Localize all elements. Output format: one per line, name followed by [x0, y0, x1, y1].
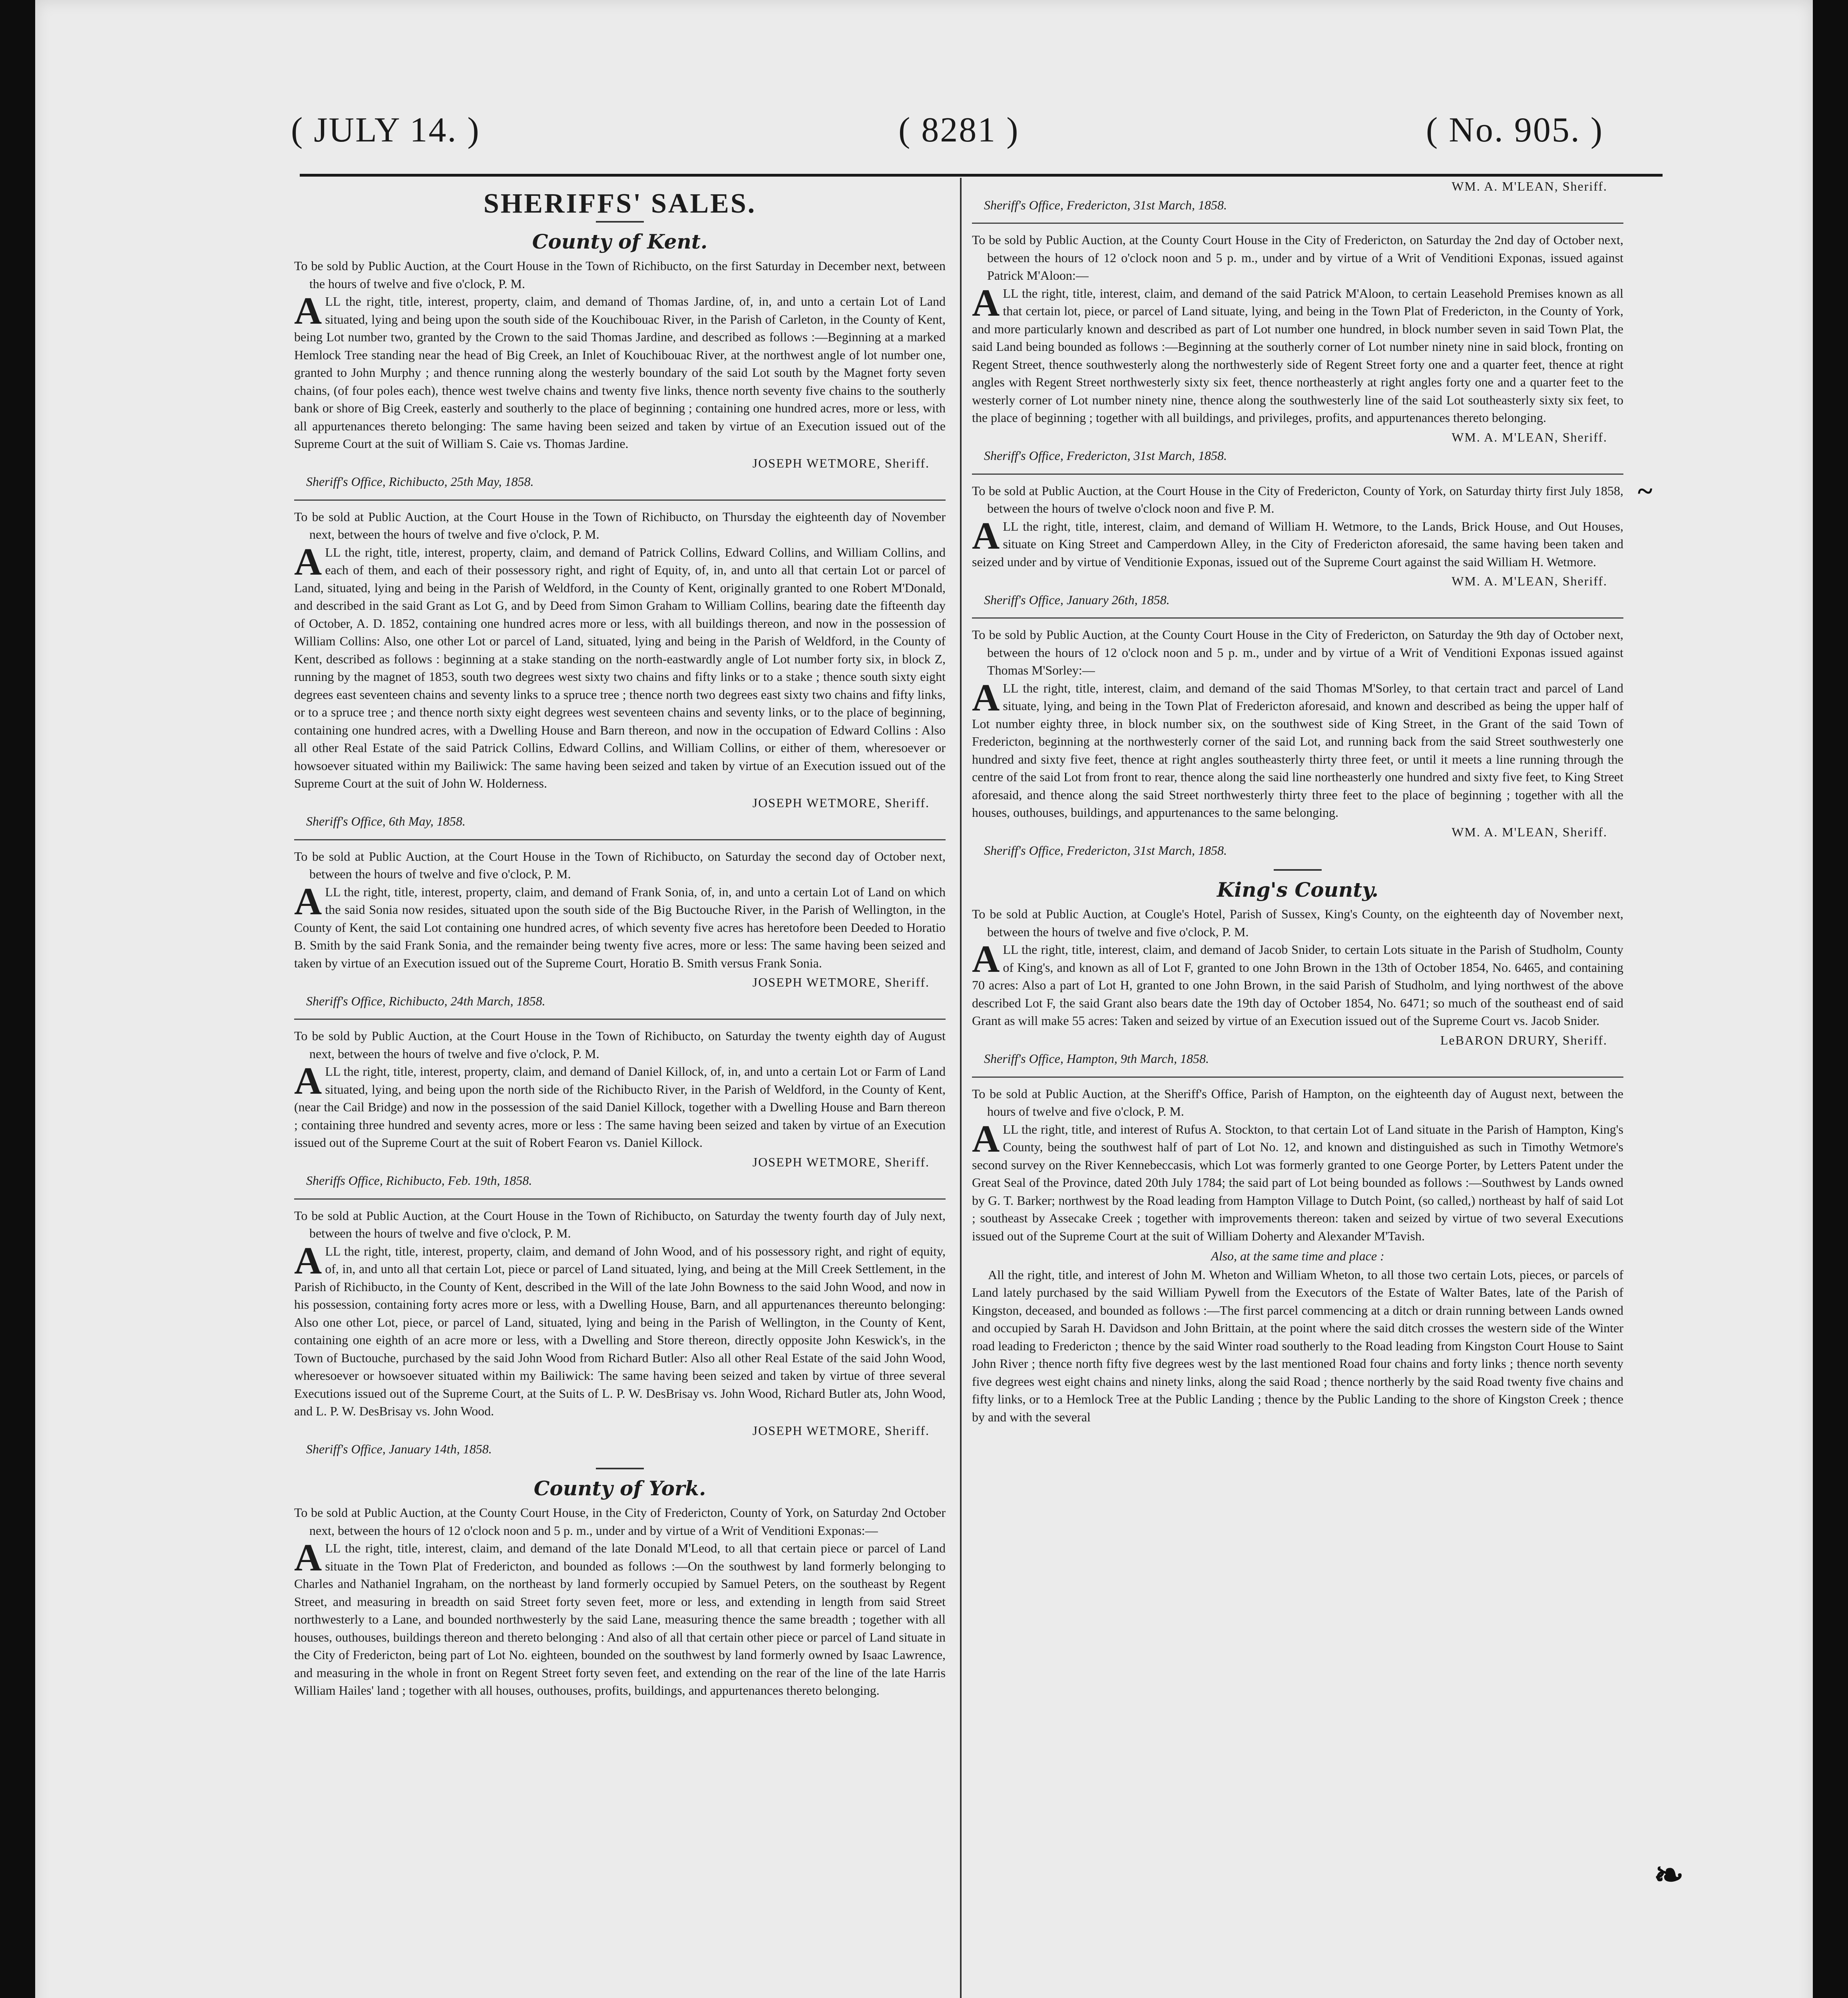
- header-page-number: ( 8281 ): [898, 111, 1020, 149]
- margin-ink-mark: ~: [1638, 476, 1653, 507]
- sale-body: LL the right, title, interest, claim, and demand of the late Donald M'Leod, to all that certain piece or parcel of Land situate in the Town Plat of Fredericton, and bounded as follows :—On the southwest by land formerly belonging to Charles and Nathaniel Ingraham, on the northeast by land formerly occupied by Samuel Peters, on the southeast by Regent Street, and measuring in breadth on said Street forty seven feet, more or less, and extending in length from said Street northwesterly to a Lane, and bounded northwesterly by the said Lane, measuring thence the same breadth ; together with all houses, outhouses, buildings thereon and thereto belonging : And also of all that certain other piece or parcel of Land situate in the City of Fredericton, being part of Lot No. eighteen, bounded on the southwest by land formerly owned by Isaac Lawrence, and measuring in the whole in front on Regent Street forty seven feet, and extending on the rear of the line of the late Harris William Hailes' land ; together with all houses, outhouses, profits, buildings, and appurtenances thereto belonging.: [294, 1541, 946, 1698]
- title-rule: [596, 221, 644, 223]
- sheriff-signature: JOSEPH WETMORE, Sheriff.: [752, 795, 930, 810]
- drop-cap: A: [294, 289, 322, 332]
- sheriff-office-date: Sheriff's Office, Fredericton, 31st March, 1858.: [984, 448, 1227, 463]
- sheriff-office-date: Sheriff's Office, January 14th, 1858.: [306, 1442, 492, 1456]
- notice-divider: [294, 500, 946, 501]
- drop-cap: A: [972, 676, 1000, 719]
- sale-body: LL the right, title, and interest of Rufus A. Stockton, to that certain Lot of Land situate in the Parish of Hampton, King's County, being the southwest half of part of Lot No. 12, and known and distinguished as such in Timothy Wetmore's second survey on the River Kennebeccasis, which Lot was formerly granted to one George Porter, by Letters Patent under the Great Seal of the Province, dated 20th July 1784; the said part of Lot being bounded as follows :—Southwest by Lands owned by G. T. Barker; northwest by the Road leading from Hampton Village to Dutch Point, (so called,) northeast by half of said Lot ; southeast by Assecake Creek ; together with improvements thereon: taken and seized by virtue of two several Executions issued out of the Supreme Court at the suit of William Doherty and Alexander M'Tavish.: [972, 1122, 1623, 1243]
- sale-notice: [972, 905, 1623, 1068]
- drop-cap: A: [294, 1059, 322, 1102]
- also-body: All the right, title, and interest of John M. Wheton and William Wheton, to all those two certain Lots, pieces, or parcels of Land lately purchased by the said William Pywell from the Executors of the Estate of Walter Bates, late of the Parish of Kingston, deceased, and bounded as follows :—The first parcel commencing at a ditch or drain running between Lands owned and occupied by Sarah H. Davidson and John Brittain, at the point where the said ditch crosses the western side of the Winter road leading to Fredericton ; thence by the said Winter road southerly to the Road leading from Kingston Court House to Saint John River ; thence north fifty five degrees west by the last mentioned Road four chains and forty links ; thence north seventy five degrees west eight chains and ninety links, along the said Road ; thence northerly by the said Road twenty five chains and fifty links, or to a Hemlock Tree at the Public Landing ; thence by the Public Landing to the shore of Kingston Creek ; thence by and with the several: [972, 1267, 1623, 1424]
- notice-divider: [294, 1019, 946, 1020]
- sheriff-signature: WM. A. M'LEAN, Sheriff.: [1452, 574, 1607, 588]
- sale-notice: [294, 848, 946, 1010]
- sale-body: LL the right, title, interest, claim, and demand of Jacob Snider, to certain Lots situate in the Parish of Studholm, County of King's, and known as all of Lot F, granted to one John Brown in the 13th of October 1854, No. 6465, and containing 70 acres: Also a part of Lot H, granted to one John Brown, in the said Parish of Studholm, and lying northwest of the above described Lot F, the said Grant also bears date the 19th day of October 1854, No. 6471; so much of the southeast end of said Grant as will make 55 acres: Taken and seized by virtue of an Execution issued out of the Supreme Court vs. Jacob Snider.: [972, 942, 1623, 1028]
- sale-intro: To be sold at Public Auction, at the Sheriff's Office, Parish of Hampton, on the eighteenth day of August next, between the hours of twelve and five o'clock, P. M.: [972, 1086, 1623, 1118]
- sheriff-office-date: Sheriff's Office, 6th May, 1858.: [306, 814, 466, 828]
- sale-intro: To be sold at Public Auction, at the Court House in the Town of Richibucto, on Saturday the second day of October next, between the hours of twelve and five o'clock, P. M.: [294, 849, 946, 881]
- sale-notice: [294, 508, 946, 830]
- sale-intro: To be sold at Public Auction, at the Court House in the Town of Richibucto, on Saturday the twenty fourth day of July next, between the hours of twelve and five o'clock, P. M.: [294, 1208, 946, 1240]
- sheriff-signature: LeBARON DRURY, Sheriff.: [1440, 1033, 1607, 1047]
- sale-body: LL the right, title, interest, property, claim, and demand of Frank Sonia, of, in, and unto a certain Lot of Land on which the said Sonia now resides, situated upon the south side of the Big Buctouche River, in the Parish of Wellington, in the County of Kent, the said Lot containing one hundred acres, of which seventy five acres has heretofore been Deeded to Horatio B. Smith by the said Frank Sonia, and the remainder being twenty five acres, more or less: The same having been seized and taken by virtue of an Execution issued out of the Supreme Court, Horatio B. Smith versus Frank Sonia.: [294, 884, 946, 970]
- sale-intro: To be sold at Public Auction, at the Court House in the Town of Richibucto, on Thursday the eighteenth day of November next, between the hours of twelve and five o'clock, P. M.: [294, 509, 946, 541]
- sale-body: LL the right, title, interest, property, claim, and demand of Patrick Collins, Edward Collins, and William Collins, and each of them, and each of their possessory right, and right of Equity, of, in, and unto all that certain Lot or parcel of Land, situated, lying and being in the Parish of Weldford, in the County of Kent, originally granted to one Robert M'Donald, and described in the said Grant as Lot G, and by Deed from Simon Graham to William Collins, bearing date the fifteenth day of October, A. D. 1852, containing one hundred acres more or less, with all buildings thereon, and now in the possession of William Collins: Also, one other Lot or parcel of Land, situated, lying and being in the Parish of Weldford, in the County of Kent, described as follows : beginning at a stake standing on the north-eastwardly angle of Lot number forty six, in block Z, running by the magnet of 1853, south two degrees west sixty two chains and fifty links or to a stake ; thence south sixty eight degrees east seventeen chains and seventy links to a spruce tree ; thence north two degrees east sixty two chains and fifty links, or to a spruce tree ; and thence north sixty eight degrees west seventeen chains and seventy links, or to the place of beginning, containing one hundred acres, with a Dwelling House and Barn thereon, and now in the occupation of Edward Collins : Also all other Real Estate of the said Patrick Collins, Edward Collins, and William Collins, or either of them, wheresoever or howsoever situated within my Bailiwick: The same having been seized and taken by virtue of an Execution issued out of the Supreme Court at the suit of John W. Holderness.: [294, 545, 946, 790]
- sale-notice: [972, 482, 1623, 609]
- sheriff-office-date: Sheriffs Office, Richibucto, Feb. 19th, 1858.: [306, 1173, 532, 1188]
- drop-cap: A: [972, 281, 1000, 324]
- sale-notice: [294, 1207, 946, 1458]
- sheriff-signature: WM. A. M'LEAN, Sheriff.: [1452, 179, 1607, 193]
- county-heading-kings: King's County.: [1217, 878, 1379, 901]
- county-heading-kent: County of Kent.: [532, 229, 708, 253]
- notice-divider: [972, 1077, 1623, 1078]
- sale-intro: To be sold by Public Auction, at the County Court House in the City of Fredericton, on Saturday the 2nd day of October next, between the hours of 12 o'clock noon and 5 p. m., under and by virtue of a Writ of Venditioni Exponas, issued against Patrick M'Aloon:—: [972, 233, 1623, 283]
- sale-notice: [972, 1085, 1623, 1426]
- sale-intro: To be sold by Public Auction, at the County Court House in the City of Fredericton, on Saturday the 9th day of October next, between the hours of 12 o'clock noon and 5 p. m., under and by virtue of a Writ of Venditioni Exponas issued against Thomas M'Sorley:—: [972, 627, 1623, 677]
- sale-intro: To be sold at Public Auction, at the Court House in the City of Fredericton, County of York, on Saturday thirty first July 1858, between the hours of twelve o'clock noon and five P. M.: [972, 483, 1623, 515]
- sheriff-signature: WM. A. M'LEAN, Sheriff.: [1452, 430, 1607, 444]
- sheriff-signature: JOSEPH WETMORE, Sheriff.: [752, 975, 930, 989]
- sale-intro: To be sold by Public Auction, at the Court House in the Town of Richibucto, on Saturday the twenty eighth day of August next, between the hours of twelve and five o'clock, P. M.: [294, 1029, 946, 1061]
- drop-cap: A: [294, 880, 322, 923]
- sheriff-signature: JOSEPH WETMORE, Sheriff.: [752, 456, 930, 470]
- header-date: ( JULY 14. ): [291, 111, 480, 149]
- header-issue-number: ( No. 905. ): [1426, 111, 1604, 149]
- also-heading: Also, at the same time and place :: [1211, 1249, 1384, 1263]
- notice-divider: [972, 223, 1623, 224]
- notice-divider: [294, 839, 946, 840]
- sale-intro: To be sold at Public Auction, at the County Court House, in the City of Fredericton, County of York, on Saturday 2nd October next, between the hours of 12 o'clock noon and 5 p. m., under and by virtue of a Writ of Venditioni Exponas:—: [294, 1505, 946, 1538]
- left-column: [294, 188, 946, 1703]
- sale-body: LL the right, title, interest, property, claim, and demand of John Wood, and of his possessory right, and right of equity, of, in, and unto all that certain Lot, piece or parcel of Land situated, lying, and being at the Mill Creek Settlement, in the Parish of Richibucto, in the County of Kent, described in the Will of the late John Bowness to the said John Wood, and now in his possession, containing forty acres more or less, with a Dwelling House, Barn, and all appurtenances thereunto belonging: Also one other Lot, piece, or parcel of Land, situated, lying and being in the Parish of Wellington, in the County of Kent, containing one eighth of an acre more or less, with a Dwelling and Store thereon, directly opposite John Keswick's, in the Town of Buctouche, purchased by the said John Wood from Richard Butler: Also all other Real Estate of the said John Wood, wheresoever or howsoever situated within my Bailiwick: The same having been seized and taken by virtue of three several Executions issued out of the Supreme Court, at the Suits of L. P. W. DesBrisay vs. John Wood, Richard Butler ats, John Wood, and L. P. W. DesBrisay vs. John Wood.: [294, 1244, 946, 1418]
- column-divider: [960, 178, 962, 1998]
- section-title: SHERIFFS' SALES.: [483, 188, 757, 219]
- margin-ink-blot: ❧: [1654, 1856, 1684, 1895]
- sheriff-office-date: Sheriff's Office, Fredericton, 31st March, 1858.: [984, 843, 1227, 858]
- county-rule: [1274, 869, 1322, 871]
- sale-body: LL the right, title, interest, claim, and demand of the said Thomas M'Sorley, to that certain tract and parcel of Land situate, lying, and being in the Town Plat of Fredericton aforesaid, and known and described as being the upper half of Lot number eighty three, in block number six, on the southwest side of King Street, in the Grant of the said Town of Fredericton, beginning at the northwesterly corner of the said Lot, and running back from the said Street southwesterly one hundred and sixty five feet, thence at right angles southeasterly thirty three feet, or until it meets a line running through the centre of the said Lot from front to rear, thence along the said line northeasterly one hundred and sixty five feet, to King Street aforesaid, and thence along the said Street northwesterly thirty three feet to the place of beginning ; together with all the houses, outhouses, buildings, and appurtenances to the same belonging.: [972, 681, 1623, 820]
- sale-notice: [294, 257, 946, 491]
- sheriff-office-date: Sheriff's Office, Fredericton, 31st March, 1858.: [984, 197, 1227, 212]
- sale-notice: [972, 231, 1623, 465]
- drop-cap: A: [972, 1117, 1000, 1160]
- drop-cap: A: [294, 540, 322, 583]
- newspaper-page: [35, 0, 1813, 1998]
- sheriff-office-date: Sheriff's Office, Richibucto, 25th May, 1858.: [306, 474, 534, 489]
- sheriff-signature: JOSEPH WETMORE, Sheriff.: [752, 1423, 930, 1438]
- sale-body: LL the right, title, interest, claim, and demand of William H. Wetmore, to the Lands, Brick House, and Out Houses, situate on King Street and Camperdown Alley, in the City of Fredericton aforesaid, the same having been taken and seized under and by virtue of Venditionie Exponas, issued out of the Supreme Court against the said William H. Wetmore.: [972, 519, 1623, 569]
- sale-body: LL the right, title, interest, property, claim, and demand of Thomas Jardine, of, in, and unto a certain Lot of Land situated, lying and being upon the south side of the Kouchibouac River, in the Parish of Carleton, in the County of Kent, being Lot number two, granted by the Crown to the said Thomas Jardine, and described as follows :—Beginning at a marked Hemlock Tree standing near the head of Big Creek, an Inlet of Kouchibouac River, at the northwest angle of lot number one, granted to John Murphy ; and thence running along the westerly boundary of the said Lot south by the Magnet forty seven chains, (of four poles each), thence west twelve chains and twenty five links, thence north seventy five chains to the southerly bank or shore of Big Creek, easterly and southerly to the place of beginning ; containing one hundred acres, more or less, with all appurtenances thereto belonging: The same having been seized and taken by virtue of an Execution issued out of the Supreme Court at the suit of William S. Caie vs. Thomas Jardine.: [294, 294, 946, 451]
- sheriff-office-date: Sheriff's Office, Richibucto, 24th March, 1858.: [306, 993, 546, 1008]
- notice-divider: [972, 474, 1623, 475]
- county-rule: [596, 1468, 644, 1469]
- notice-divider: [294, 1198, 946, 1200]
- sale-notice: [294, 1027, 946, 1190]
- sale-notice: [972, 626, 1623, 860]
- drop-cap: A: [972, 514, 1000, 557]
- drop-cap: A: [972, 937, 1000, 980]
- sale-intro: To be sold at Public Auction, at Cougle's Hotel, Parish of Sussex, King's County, on the eighteenth day of November next, between the hours of twelve and five o'clock, P. M.: [972, 907, 1623, 939]
- sheriff-signature: WM. A. M'LEAN, Sheriff.: [1452, 824, 1607, 839]
- sheriff-office-date: Sheriff's Office, Hampton, 9th March, 1858.: [984, 1051, 1209, 1066]
- county-heading-york: County of York.: [534, 1476, 706, 1500]
- notice-divider: [972, 617, 1623, 619]
- sale-notice-york-first: [294, 1504, 946, 1699]
- right-column: [972, 176, 1623, 1429]
- drop-cap: A: [294, 1239, 322, 1282]
- sale-body: LL the right, title, interest, claim, and demand of the said Patrick M'Aloon, to certain Leasehold Premises known as all that certain lot, piece, or parcel of Land situate, lying, and being in the Town Plat of Fredericton, in the County of York, and more particularly known and described as part of Lot number one hundred, in block number seven in said Town Plat, the said Land being bounded as follows :—Beginning at the southerly corner of Lot number ninety nine in said block, fronting on Regent Street, thence southwesterly along the northwesterly side of Regent Street forty one and a quarter feet, thence at right angles with Regent Street northwesterly sixty six feet, thence northeasterly at right angles forty one and a quarter feet to the westerly corner of Lot number ninety nine, thence along the southwesterly line of the said Lot southeasterly sixty six feet, to the place of beginning ; together with all buildings, and privileges, profits, and appurtenances thereto belonging.: [972, 286, 1623, 425]
- sale-body: LL the right, title, interest, property, claim, and demand of Daniel Killock, of, in, and unto a certain Lot or Farm of Land situated, lying, and being upon the north side of the Richibucto River, in the Parish of Weldford, in the County of Kent, (near the Cail Bridge) and now in the possession of the said Daniel Killock, together with a Dwelling House and Barn thereon ; containing three hundred and seventy acres, more or less : The same having been seized and taken by virtue of an Execution issued out of the Supreme Court at the suit of Robert Fearon vs. Daniel Killock.: [294, 1064, 946, 1150]
- sheriff-office-date: Sheriff's Office, January 26th, 1858.: [984, 592, 1170, 607]
- drop-cap: A: [294, 1536, 322, 1579]
- sale-intro: To be sold by Public Auction, at the Court House in the Town of Richibucto, on the first Saturday in December next, between the hours of twelve and five o'clock, P. M.: [294, 259, 946, 291]
- sheriff-signature: JOSEPH WETMORE, Sheriff.: [752, 1154, 930, 1169]
